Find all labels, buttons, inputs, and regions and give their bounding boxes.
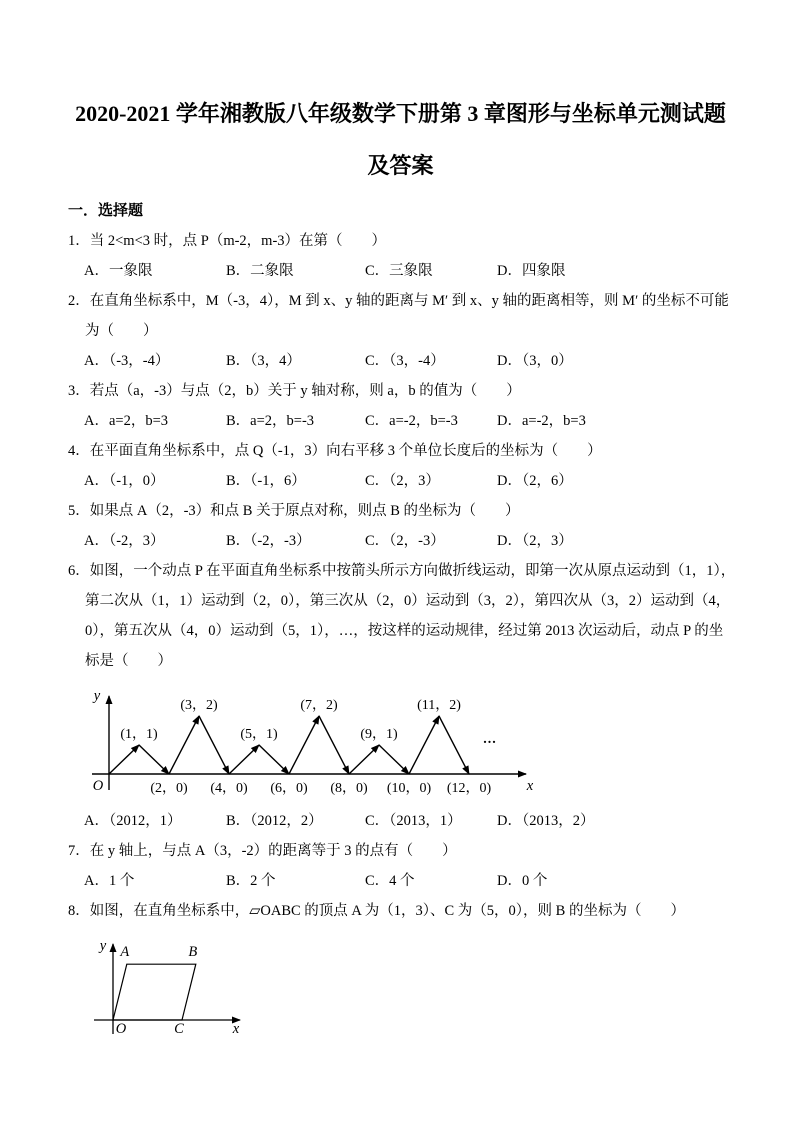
question-block-5 bbox=[68, 496, 733, 556]
path-segment bbox=[439, 716, 469, 774]
question-block-4 bbox=[68, 436, 733, 496]
x-axis-label: x bbox=[526, 778, 534, 794]
question-2-options bbox=[68, 346, 733, 376]
question-1-option-a: A．一象限 bbox=[84, 263, 153, 279]
question-4-option-d: D．（2，6） bbox=[497, 473, 573, 489]
valley-point-label: (6，0) bbox=[270, 781, 308, 796]
y-axis-label: y bbox=[93, 688, 101, 704]
path-segment bbox=[289, 716, 319, 774]
question-block-8 bbox=[68, 896, 733, 1048]
peak-point-label: (3，2) bbox=[180, 698, 218, 713]
question-4-option-b: B．（-1，6） bbox=[226, 473, 306, 489]
valley-point-label: (8，0) bbox=[330, 781, 368, 796]
path-segment bbox=[229, 745, 259, 774]
parallelogram-outline bbox=[113, 964, 196, 1020]
vertex-label-c: C bbox=[174, 1021, 184, 1037]
questions bbox=[68, 226, 736, 1048]
path-segment bbox=[259, 745, 289, 774]
peak-point-label: (5，1) bbox=[240, 727, 278, 742]
valley-point-label: (12，0) bbox=[446, 781, 492, 796]
x-axis-label: x bbox=[232, 1021, 240, 1037]
question-6-option-b: B．（2012，2） bbox=[226, 813, 323, 829]
question-7-options bbox=[68, 866, 733, 896]
question-6-text-line-4: 标是（ ） bbox=[85, 653, 172, 669]
question-7-option-b: B．2 个 bbox=[226, 873, 276, 889]
question-5-option-a: A．（-2，3） bbox=[84, 533, 165, 549]
title-line-2: 及答案 bbox=[367, 153, 434, 178]
question-2-text-line-2: 为（ ） bbox=[85, 323, 158, 339]
peak-point-label: (7，2) bbox=[300, 698, 338, 713]
path-segment bbox=[379, 745, 409, 774]
origin-label: O bbox=[92, 778, 104, 794]
vertex-label-a: A bbox=[120, 944, 130, 961]
figure-parallelogram bbox=[88, 934, 263, 1048]
peak-point-label: (1，1) bbox=[120, 727, 158, 742]
section-heading: 一．选择题 bbox=[68, 203, 144, 219]
vertex-label-o: O bbox=[115, 1021, 127, 1037]
question-block-3 bbox=[68, 376, 733, 436]
question-5-text-line-1: 5．如果点 A（2，-3）和点 B 关于原点对称，则点 B 的坐标为（ ） bbox=[68, 503, 520, 519]
question-2-option-d: D．（3，0） bbox=[497, 353, 573, 369]
question-2-option-b: B．（3，4） bbox=[226, 353, 301, 369]
document-title bbox=[68, 0, 733, 192]
question-3-text-line-1: 3．若点（a，-3）与点（2，b）关于 y 轴对称，则 a，b 的值为（ ） bbox=[68, 383, 521, 399]
question-7-option-c: C．4 个 bbox=[365, 873, 415, 889]
question-block-2 bbox=[68, 286, 733, 376]
valley-point-label: (4，0) bbox=[210, 781, 248, 796]
question-6-option-c: C．（2013，1） bbox=[365, 813, 462, 829]
question-1-option-c: C．三象限 bbox=[365, 263, 433, 279]
question-6-text-line-2: 第二次从（1，1）运动到（2，0），第三次从（2，0）运动到（3，2），第四次从（3，2）运动到（4， bbox=[85, 593, 731, 609]
peak-point-label: (11，2) bbox=[417, 698, 461, 713]
question-4-text-line-1: 4．在平面直角坐标系中，点 Q（-1，3）向右平移 3 个单位长度后的坐标为（ ） bbox=[68, 443, 602, 459]
question-block-1 bbox=[68, 226, 733, 286]
question-5-option-b: B．（-2，-3） bbox=[226, 533, 311, 549]
title-line-1: 2020-2021 学年湘教版八年级数学下册第 3 章图形与坐标单元测试题 bbox=[75, 101, 726, 126]
question-5-options bbox=[68, 526, 733, 556]
question-3-option-a: A．a=2，b=3 bbox=[84, 413, 169, 429]
y-axis-label: y bbox=[99, 938, 107, 954]
peak-point-label: (9，1) bbox=[360, 727, 398, 742]
continuation-ellipsis: ... bbox=[483, 732, 497, 747]
question-6-option-a: A．（2012，1） bbox=[84, 813, 182, 829]
path-segment bbox=[109, 745, 139, 774]
path-segment bbox=[169, 716, 199, 774]
question-5-option-c: C．（2，-3） bbox=[365, 533, 445, 549]
question-2-option-a: A．（-3，-4） bbox=[84, 353, 170, 369]
valley-point-label: (10，0) bbox=[386, 781, 432, 796]
path-segment bbox=[139, 745, 169, 774]
question-6-option-d: D．（2013，2） bbox=[497, 813, 595, 829]
question-1-text-line-1: 1．当 2<m<3 时，点 P（m-2，m-3）在第（ ） bbox=[68, 233, 387, 249]
question-1-options bbox=[68, 256, 733, 286]
question-6-text-line-1: 6．如图，一个动点 P 在平面直角坐标系中按箭头所示方向做折线运动，即第一次从原点运动到（1，1）， bbox=[68, 563, 736, 579]
question-3-option-d: D．a=-2，b=3 bbox=[497, 413, 586, 429]
vertex-label-b: B bbox=[188, 944, 198, 961]
question-1-option-d: D．四象限 bbox=[497, 263, 566, 279]
path-segment bbox=[199, 716, 229, 774]
question-block-6 bbox=[68, 556, 736, 836]
question-2-text-line-1: 2．在直角坐标系中，M（-3，4），M 到 x、y 轴的距离与 M′ 到 x、y 轴的距离相等，则 M′ 的坐标不可能 bbox=[68, 293, 729, 309]
question-4-option-c: C．（2，3） bbox=[365, 473, 440, 489]
path-segment bbox=[319, 716, 349, 774]
question-1-option-b: B．二象限 bbox=[226, 263, 294, 279]
question-5-option-d: D．（2，3） bbox=[497, 533, 573, 549]
question-6-text-line-3: 0），第五次从（4，0）运动到（5，1），…，按这样的运动规律，经过第 2013 次运动后，动点 P 的坐 bbox=[85, 623, 724, 639]
valley-point-label: (2，0) bbox=[150, 781, 188, 796]
path-segment bbox=[349, 745, 379, 774]
question-3-options bbox=[68, 406, 733, 436]
question-block-7 bbox=[68, 836, 733, 896]
question-7-text-line-1: 7．在 y 轴上，与点 A（3，-2）的距离等于 3 的点有（ ） bbox=[68, 843, 457, 859]
question-4-option-a: A．（-1，0） bbox=[84, 473, 165, 489]
question-7-option-d: D．0 个 bbox=[497, 873, 548, 889]
question-8-text-line-1: 8．如图，在直角坐标系中，▱OABC 的顶点 A 为（1，3）、C 为（5，0），则 B 的坐标为（ ） bbox=[68, 903, 685, 919]
path-segment bbox=[409, 716, 439, 774]
question-7-option-a: A．1 个 bbox=[84, 873, 135, 889]
question-3-option-c: C．a=-2，b=-3 bbox=[365, 413, 458, 429]
question-6-options bbox=[68, 806, 733, 836]
question-2-option-c: C．（3，-4） bbox=[365, 353, 445, 369]
question-3-option-b: B．a=2，b=-3 bbox=[226, 413, 315, 429]
question-4-options bbox=[68, 466, 733, 496]
figure-motion-path bbox=[86, 682, 538, 806]
